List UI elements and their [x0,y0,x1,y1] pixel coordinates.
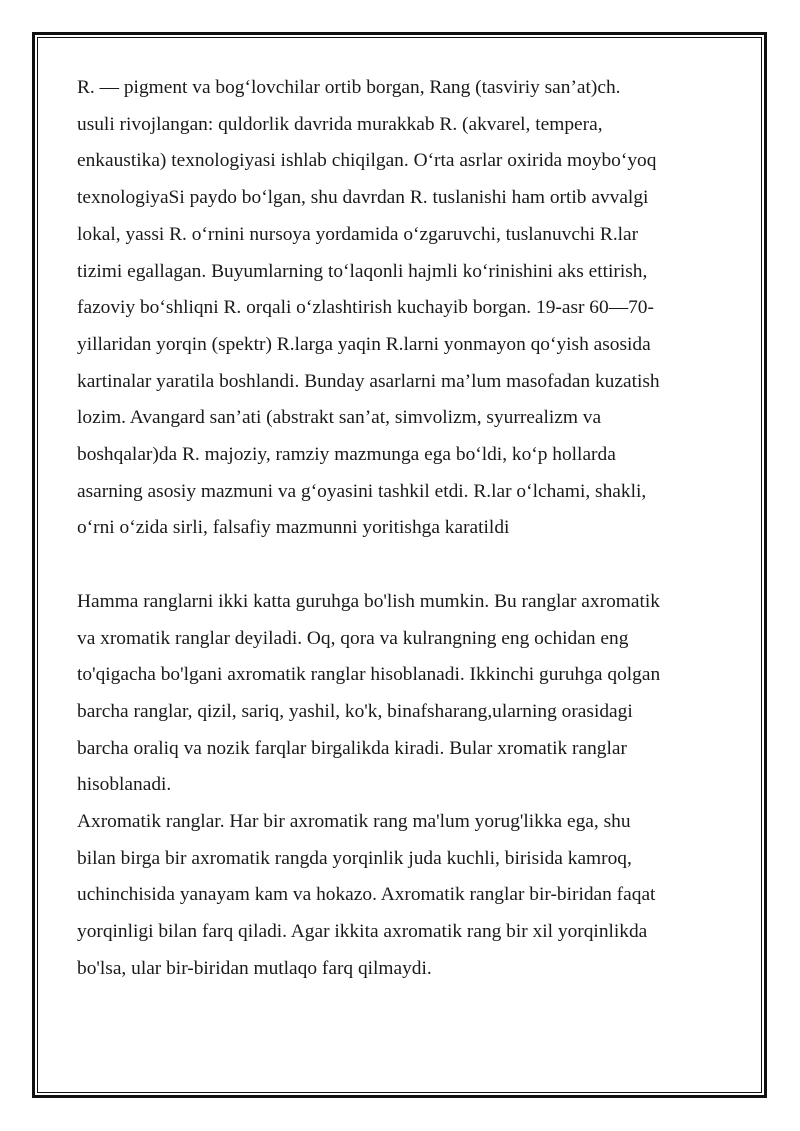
text-line: uchinchisida yanayam kam va hokazo. Axromatik ranglar bir-biridan faqat [77,884,656,906]
paragraph-pigment-history [77,70,737,547]
text-line: va xromatik ranglar deyiladi. Oq, qora va kulrangning eng ochidan eng [77,627,629,649]
text-line: yorqinligi bilan farq qiladi. Agar ikkita axromatik rang bir xil yorqinlikda [77,921,648,943]
text-line: bo'lsa, ular bir-biridan mutlaqo farq qilmaydi. [77,957,432,979]
text-line: enkaustika) texnologiyasi ishlab chiqilgan. O‘rta asrlar oxirida moybo‘yoq [77,150,657,172]
text-line: lozim. Avangard san’ati (abstrakt san’at, simvolizm, syurrealizm va [77,407,602,429]
text-line: usuli rivojlangan: quldorlik davrida murakkab R. (akvarel, tempera, [77,113,603,135]
text-line: R. — pigment va bog‘lovchilar ortib borgan, Rang (tasviriy san’at)ch. [77,77,621,98]
text-line: Hamma ranglarni ikki katta guruhga bo'lish mumkin. Bu ranglar axromatik [77,590,660,612]
text-line: o‘rni o‘zida sirli, falsafiy mazmunni yoritishga karatildi [77,517,510,539]
text-line: hisoblanadi. [77,774,172,796]
text-line: to'qigacha bo'lgani axromatik ranglar hisoblanadi. Ikkinchi guruhga qolgan [77,664,661,686]
text-line: barcha oraliq va nozik farqlar birgalikda kiradi. Bular xromatik ranglar [77,737,627,759]
text-line: yillaridan yorqin (spektr) R.larga yaqin R.larni yonmayon qo‘yish asosida [77,333,651,355]
text-line: Axromatik ranglar. Har bir axromatik rang ma'lum yorug'likka ega, shu [77,811,631,833]
text-line: boshqalar)da R. majoziy, ramziy mazmunga ega bo‘ldi, ko‘p hollarda [77,444,616,466]
text-line: fazoviy bo‘shliqni R. orqali o‘zlashtirish kuchayib borgan. 19-asr 60—70- [77,297,654,319]
text-line: barcha ranglar, qizil, sariq, yashil, ko'k, binafsharang,ularning orasidagi [77,700,633,722]
paragraph-color-groups [77,584,737,804]
text-line: bilan birga bir axromatik rangda yorqinlik juda kuchli, birisida kamroq, [77,847,632,869]
text-line: texnologiyaSi paydo bo‘lgan, shu davrdan R. tuslanishi ham ortib avvalgi [77,187,649,209]
text-line: lokal, yassi R. o‘rnini nursoya yordamida o‘zgaruvchi, tuslanuvchi R.lar [77,223,639,245]
text-line: kartinalar yaratila boshlandi. Bunday asarlarni ma’lum masofadan kuzatish [77,370,660,392]
text-line: tizimi egallagan. Buyumlarning to‘laqonli hajmli ko‘rinishini aks ettirish, [77,260,648,282]
paragraph-achromatic-colors [77,804,737,988]
text-line: asarning asosiy mazmuni va g‘oyasini tashkil etdi. R.lar o‘lchami, shakli, [77,480,647,502]
document-body [77,70,737,988]
paragraph-spacer [77,547,737,584]
